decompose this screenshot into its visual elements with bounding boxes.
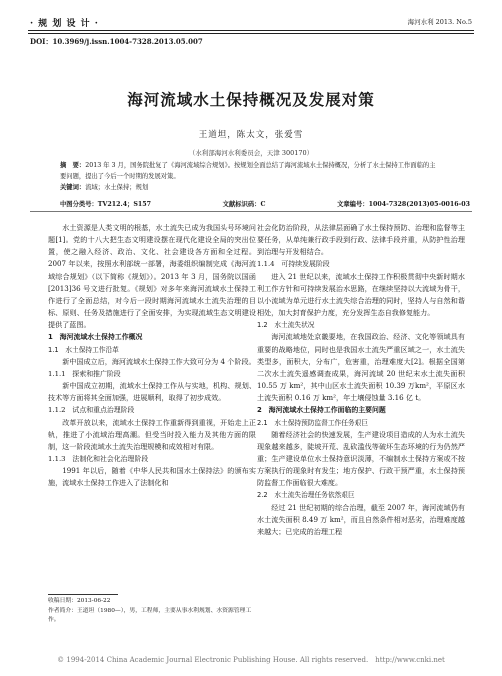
received-date: 收稿日期：2013-06-22 [48,598,111,604]
body-paragraph: 随着经济社会的快速发展，生产建设项目造成的人为水土流失现象越来越多，陡坡开荒、乱砍滥伐等破坏生态环境的行为仍然严重；生产建设单位水土保持意识淡薄，不编制水土保持方案或不按方案执行的现象时有发生；地方保护、行政干预严重，水土保持预防监督工作面临很大难度。 [257,429,465,488]
section-heading: 1.1.3 法制化和社会化治理阶段 [48,454,149,463]
clc-number: 中图分类号：TV212.4；S157 [60,201,152,208]
header-rule [28,30,474,31]
section-heading: 1 海河流域水土保持工作概况 [48,333,143,342]
body-paragraph: 社会化防治阶段，从法律层面确了水土保持预防、治理和监督等主要任务，从单纯兼行政手段到行政、法律手段并重，从防护性治理到治理与开发相结合。 [257,223,465,257]
article-authors: 王道坦，陈太文，张爱雪 [198,130,304,140]
body-paragraph: 经过 21 世纪初期的综合治理，截至 2007 年，海河流域仍有水土流失面积 8.49 万 km²，而且自然条件相对恶劣，治理难度越来越大；已完成的治理工程 [257,502,465,536]
article-title: 海河流域水土保持概况及发展对策 [127,90,375,109]
section-heading: 2.2 水土流失治理任务依然艰巨 [257,491,355,500]
abstract-text: 2013 年 3 月，国务院批复了《海河流域综合规划》。按规划全面总结了海河流域水土保持概况，分析了水土保持工作面临的主要问题，提出了今后一个时期的发展对策。 [60,162,436,180]
body-paragraph: 新中国成立后，海河流域水土保持工作大致可分为 4 个阶段。 [62,356,256,366]
keywords-label: 关键词： [60,184,86,191]
footnote [48,597,256,626]
footnote-rule [48,594,118,595]
doi[interactable]: DOI：10.3969/j.issn.1004-7328.2013.05.007 [30,37,203,46]
document-code: 文献标识码：C [222,201,266,208]
body-paragraph: 水土资源是人类文明的根基，水土流失已成为我国头号环境问题[1]。党的十八大把生态文明建设摆在现代化建设全局的突出位置，使之融入经济、政治、文化、社会建设各方面和全过程。2007 年以来，按照水利部统一部署，海委组织编制完成《海河流域综合规划》（以下简称《规划》）。2013 年 3 月，国务院以国函[2013]36 号文进行批复。《规划》对多年来海河流域水土保持工作进行了全面总结，对今后一段时期海河流域水土流失治理的目标、原则、任务及措施进行了全面安排，为实现流域生态文明建设提供了蓝图。 [48,223,256,330]
abstract-block [60,160,440,193]
body-paragraph: 新中国成立初期，流域水土保持工作从与实地，机构、规划、技术等方面将其全面加强，进展顺利，取得了初步成效。 [48,381,256,403]
section-heading: 1.2 水土流失状况 [257,321,315,330]
article-number: 文章编号：1004-7328(2013)05-0016-03 [337,201,470,208]
body-column-right [257,222,465,538]
journal-issue: 海河水利 2013. No.5 [407,18,472,26]
body-paragraph: 改革开放以来，流域水土保持工作重新得到重视，开始走上正轨，推进了小流域治理高潮。但受当时投入能力及其他方面的限制，这一阶段流域水土流失治理规模和成效相对有限。 [48,417,256,451]
author-affiliation: （水利部海河水利委员会，天津 300170） [188,149,314,157]
column-section-label: · 规 划 设 计 · [30,19,99,29]
copyright-footer: © 1994-2014 China Academic Journal Electronic Publishing House. All rights reserved. http://www.cnki.net [57,656,445,664]
author-bio: 作者简介：王道坦（1980—），男，工程师，主要从事水利规划、水资源管理工作。 [48,607,252,623]
body-column-left [48,222,256,489]
section-heading: 1.1 水土保持工作沿革 [48,345,119,354]
meta-divider [30,211,472,212]
abstract-label: 摘 要： [60,162,86,169]
body-paragraph: 进入 21 世纪以来，流域水土保持工作积极贯彻中央新时期水利工作方针和可持续发展治水思路，在继续坚持以大流域为骨干，以小流域为单元进行水土流失综合治理的同时，坚持人与自然和谐相处，加大封育保护力度，充分发挥生态自我修复能力。 [257,271,465,318]
classification-row [60,199,470,208]
section-heading: 2 海河流域水土保持工作面临的主要问题 [257,406,386,415]
body-paragraph: 海河流域地处京畿要地，在我国政治、经济、文化等领域具有重要的战略地位，同时也是我国水土流失严重区域之一，水土流失类型多，面积大，分布广，危害重，治理难度大[2]。根据全国第二次水土流失遥感调查成果，海河流域 20 世纪末水土流失面积 10.55 万 km²，其中山区水土流失面积 10.39 万km²，平原区水土流失面积 0.16 万 km²，年土壤侵蚀量 3.16 亿 t。 [257,332,465,403]
body-paragraph: 1991 年以后，随着《中华人民共和国水土保持法》的颁布实施，流域水土保持工作进入了法制化和 [48,466,256,488]
header-rule-thin [28,33,474,34]
section-heading: 1.1.2 试点和重点治理阶段 [48,406,135,415]
keywords-text: 流域；水土保持；规划 [85,184,149,191]
section-heading: 2.1 水土保持预防监督工作任务艰巨 [257,418,368,427]
section-heading: 1.1.4 可持续发展阶段 [257,260,330,269]
keywords [60,182,440,193]
abstract [60,160,440,182]
section-heading: 1.1.1 探索和推广阶段 [48,369,121,378]
